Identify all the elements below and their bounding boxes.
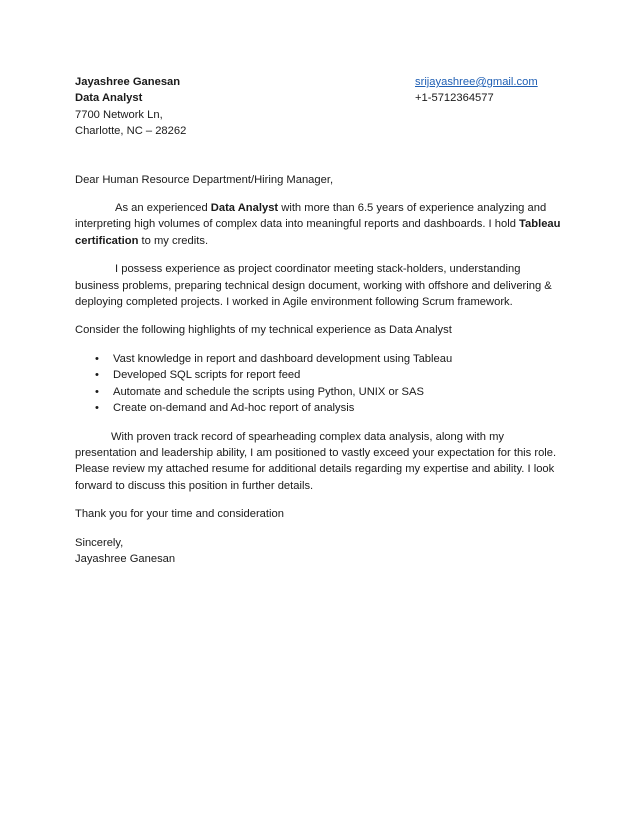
signoff: Sincerely, xyxy=(75,536,124,549)
sender-address-line2: Charlotte, NC – 28262 xyxy=(75,125,187,138)
letter-page xyxy=(75,74,565,567)
phone-number: +1-5712364577 xyxy=(415,92,494,105)
bullet-icon: • xyxy=(95,402,99,415)
bullet-icon: • xyxy=(95,352,99,365)
intro-bold-cert: Tableau certification xyxy=(75,218,561,247)
paragraph-intro xyxy=(75,200,565,249)
sender-address-line1: 7700 Network Ln, xyxy=(75,108,163,121)
letter-header xyxy=(75,74,565,140)
paragraph-closing-pitch: With proven track record of spearheading complex data analysis, along with my presentation and leadership ability, I am positioned to vastly exceed your expectation for this role. Please review my attached resume for additional details regarding my expertise and ability. I look forward to discuss this position in further details. xyxy=(75,430,557,492)
highlight-text: Automate and schedule the scripts using Python, UNIX or SAS xyxy=(113,385,424,398)
highlight-text: Developed SQL scripts for report feed xyxy=(113,369,301,382)
intro-text-2: with more than 6.5 years of experience analyzing and interpreting high volumes of complex data into meaningful reports and dashboards. I hold xyxy=(75,202,547,231)
thanks-line: Thank you for your time and consideration xyxy=(75,508,284,521)
signature-name: Jayashree Ganesan xyxy=(75,552,176,565)
intro-text-1: As an experienced xyxy=(115,202,211,215)
bullet-icon: • xyxy=(95,385,99,398)
highlights-intro: Consider the following highlights of my technical experience as Data Analyst xyxy=(75,324,452,337)
sender-name: Jayashree Ganesan xyxy=(75,76,181,88)
salutation: Dear Human Resource Department/Hiring Manager, xyxy=(75,173,334,186)
bullet-icon: • xyxy=(95,369,99,382)
paragraph-experience: I possess experience as project coordinator meeting stack-holders, understanding business problems, preparing technical design document, working with offshore and delivering & deploying completed projects. I worked in Agile environment following Scrum framework. xyxy=(75,263,552,309)
list-item xyxy=(95,400,565,416)
email-link[interactable]: srijayashree@gmail.com xyxy=(415,76,538,88)
sender-title: Data Analyst xyxy=(75,92,143,105)
intro-text-3: to my credits. xyxy=(138,234,209,247)
list-item xyxy=(95,351,565,367)
highlight-text: Vast knowledge in report and dashboard development using Tableau xyxy=(113,352,453,365)
highlight-text: Create on-demand and Ad-hoc report of analysis xyxy=(113,402,355,415)
highlights-list xyxy=(75,351,565,417)
contact-block xyxy=(415,74,565,140)
list-item xyxy=(95,384,565,400)
list-item xyxy=(95,367,565,383)
sender-block xyxy=(75,74,405,140)
intro-bold-role: Data Analyst xyxy=(210,202,279,215)
